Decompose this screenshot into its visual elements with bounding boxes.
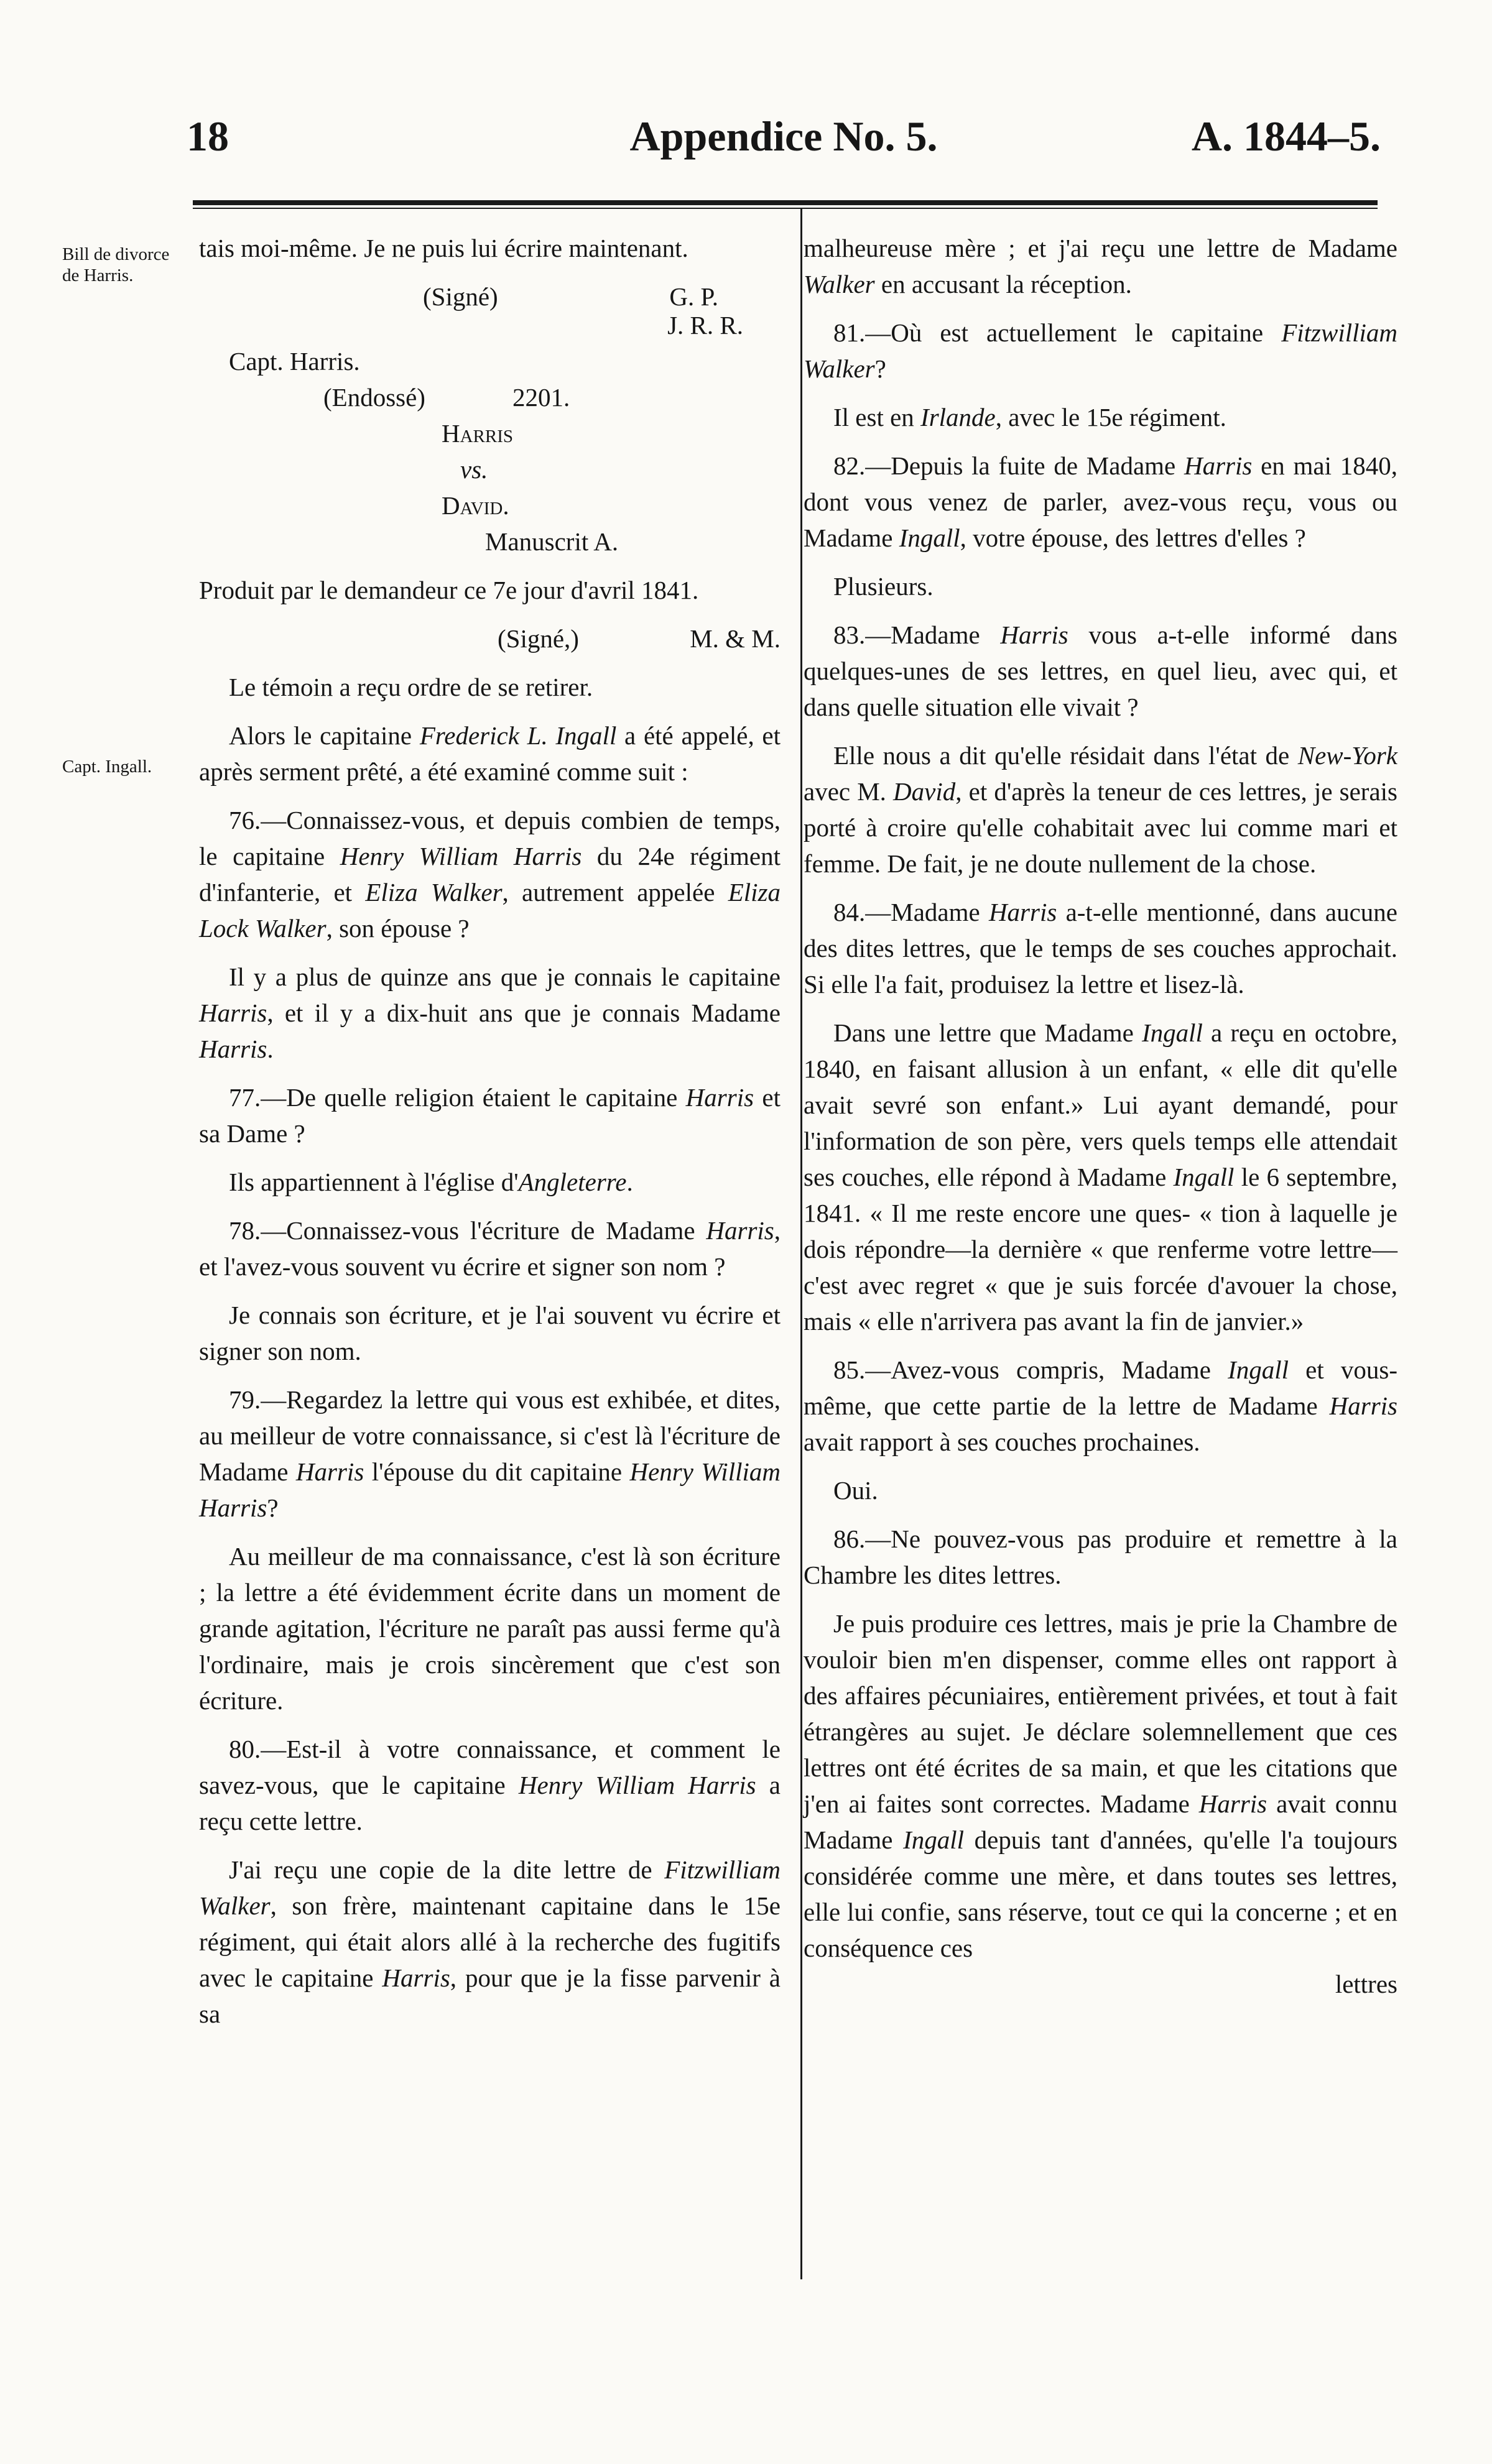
margin-note-ingall: Capt. Ingall. xyxy=(62,757,152,777)
answer-76: Il y a plus de quinze ans que je connais le capitaine Harris, et il y a dix-huit ans que je connais Madame Harris. xyxy=(199,962,781,1063)
margin-note-bill: Bill de divorce de Harris. xyxy=(62,244,170,285)
case-party-1: Harris xyxy=(442,419,514,448)
answer-77: Ils appartiennent à l'église d'Angleterre. xyxy=(229,1168,633,1196)
answer-82: Plusieurs. xyxy=(833,572,934,601)
paragraph-continued: malheureuse mère ; et j'ai reçu une lettre de Madame Walker en accusant la réception. xyxy=(804,234,1397,298)
header-rule xyxy=(193,200,1378,205)
endorse-number: 2201. xyxy=(512,383,570,412)
question-84: 84.—Madame Harris a-t-elle mentionné, dans aucune des dites lettres, que le temps de ses couches approchait. Si elle l'a fait, produisez la lettre et lisez-là. xyxy=(804,898,1397,999)
endorse-line xyxy=(199,379,781,415)
page-number: 18 xyxy=(187,113,229,160)
capt-text: Capt. Harris. xyxy=(229,347,360,376)
answer-84: Dans une lettre que Madame Ingall a reçu en octobre, 1840, en faisant allusion à un enfant, « elle dit qu'elle avait sevré son enfant.» Lui ayant demandé, pour l'information de son père, vers quels temps elle attendait ses couches, elle répond à Madame Ingall le 6 septembre, 1841. « Il me reste encore une ques- « tion à laquelle je dois répondre—la dernière « que renferme votre lettre—c'est avec regret « que je suis forcée d'avouer la chose, mais « elle n'arrivera pas avant la fin de janvier.» xyxy=(804,1018,1397,1336)
answer-80: J'ai reçu une copie de la dite lettre de Fitzwilliam Walker, son frère, maintenant capitaine dans le 15e régiment, qui était alors allé à la recherche des fugitifs avec le capitaine Harris, pour que je la fisse parvenir à sa xyxy=(199,1855,781,2028)
page-header xyxy=(187,112,1381,174)
paragraph: Le témoin a reçu ordre de se retirer. xyxy=(229,673,593,701)
paragraph: Produit par le demandeur ce 7e jour d'avril 1841. xyxy=(199,576,699,604)
question-79: 79.—Regardez la lettre qui vous est exhibée, et dites, au meilleur de votre connaissance, si c'est là l'écriture de Madame Harris l'épouse du dit capitaine Henry William Harris? xyxy=(199,1385,781,1522)
left-column xyxy=(199,230,781,2044)
signature-initials: G. P. xyxy=(669,282,718,311)
question-82: 82.—Depuis la fuite de Madame Harris en mai 1840, dont vous venez de parler, avez-vous reçu, vous ou Madame Ingall, votre épouse, des lettres d'elles ? xyxy=(804,451,1397,552)
question-76: 76.—Connaissez-vous, et depuis combien de temps, le capitaine Henry William Harris du 24e régiment d'infanterie, et Eliza Walker, autrement appelée Eliza Lock Walker, son épouse ? xyxy=(199,806,781,943)
question-81: 81.—Où est actuellement le capitaine Fitzwilliam Walker? xyxy=(804,318,1397,383)
manuscrit: Manuscrit A. xyxy=(485,527,619,556)
answer-78: Je connais son écriture, et je l'ai souvent vu écrire et signer son nom. xyxy=(199,1301,781,1365)
capt-line xyxy=(199,343,781,379)
answer-79: Au meilleur de ma connaissance, c'est là son écriture ; la lettre a été évidemment écrite dans un moment de grande agitation, l'écriture ne paraît pas aussi ferme qu'à l'ordinaire, mais je crois sincèrement que c'est son écriture. xyxy=(199,1542,781,1715)
case-vs xyxy=(199,451,781,487)
question-85: 85.—Avez-vous compris, Madame Ingall et vous-même, que cette partie de la lettre de Madame Harris avait rapport à ses couches prochaines. xyxy=(804,1355,1397,1456)
paragraph: Alors le capitaine Frederick L. Ingall a été appelé, et après serment prêté, a été examiné comme suit : xyxy=(199,721,781,786)
answer-83: Elle nous a dit qu'elle résidait dans l'état de New-York avec M. David, et d'après la teneur de ces lettres, je serais porté à croire qu'elle cohabitait avec lui comme mari et femme. De fait, je ne doute nullement de la chose. xyxy=(804,741,1397,878)
question-80: 80.—Est-il à votre connaissance, et comment le savez-vous, que le capitaine Henry William Harris a reçu cette lettre. xyxy=(199,1735,781,1835)
case-vs-text: vs. xyxy=(460,455,488,484)
signature-initials-3: M. & M. xyxy=(690,624,781,653)
answer-81: Il est en Irlande, avec le 15e régiment. xyxy=(833,403,1226,431)
paragraph: tais moi-même. Je ne puis lui écrire maintenant. xyxy=(199,234,688,262)
answer-86: Je puis produire ces lettres, mais je prie la Chambre de vouloir bien m'en dispenser, comme elles ont rapport à des affaires pécuniaires, entièrement privées, et tout à fait étrangères au sujet. Je déclare solemnellement que ces lettres ont été écrites de sa main, et que les citations que j'en ai faites sont correctes. Madame Harris avait connu Madame Ingall depuis tant d'années, qu'elle l'a toujours considérée comme une mère, et dans toutes ses lettres, elle lui confie, sans réserve, tout ce qui la concerne ; et en conséquence ces xyxy=(804,1609,1397,1962)
signature-block-2 xyxy=(199,621,781,657)
right-column xyxy=(804,230,1397,2002)
question-78: 78.—Connaissez-vous l'écriture de Madame Harris, et l'avez-vous souvent vu écrire et signer son nom ? xyxy=(199,1216,781,1281)
signature-initials-2: J. R. R. xyxy=(667,311,743,339)
page-title: Appendice No. 5. xyxy=(629,113,938,160)
answer-85: Oui. xyxy=(833,1476,878,1505)
case-party-2: David. xyxy=(442,491,509,520)
header-rule-thin xyxy=(193,208,1378,209)
signature-label-2: (Signé,) xyxy=(498,624,579,653)
column-divider xyxy=(800,209,802,2279)
page-year: A. 1844–5. xyxy=(1191,113,1381,160)
endorse-label: (Endossé) xyxy=(323,383,425,412)
signature-label: (Signé) xyxy=(423,282,498,311)
question-83: 83.—Madame Harris vous a-t-elle informé dans quelques-unes de ses lettres, en quel lieu, avec qui, et dans quelle situation elle vivait ? xyxy=(804,621,1397,721)
question-77: 77.—De quelle religion étaient le capitaine Harris et sa Dame ? xyxy=(199,1083,781,1148)
question-86: 86.—Ne pouvez-vous pas produire et remettre à la Chambre les dites lettres. xyxy=(804,1525,1397,1589)
catchword: lettres xyxy=(1335,1970,1397,1998)
